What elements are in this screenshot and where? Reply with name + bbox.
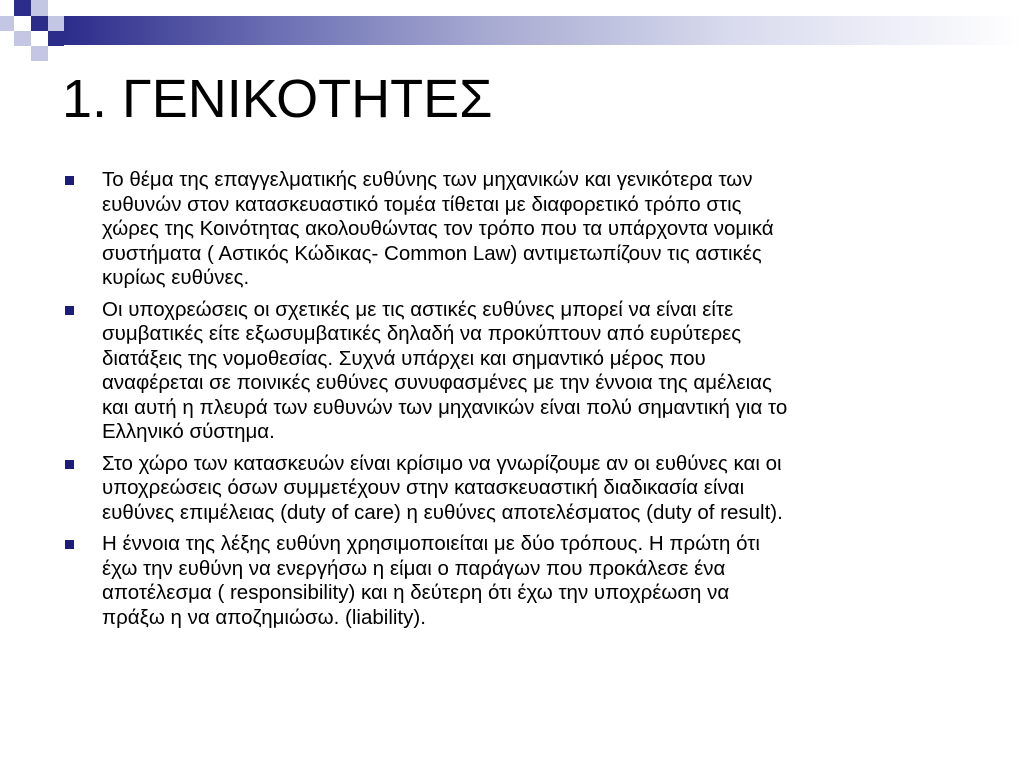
decorative-square — [0, 16, 14, 31]
decorative-square — [14, 0, 31, 16]
decorative-square — [14, 31, 31, 46]
header-gradient-bar — [64, 16, 1024, 45]
bullet-line: και αυτή η πλευρά των ευθυνών των μηχανικών είναι πολύ σημαντική για το — [102, 395, 788, 419]
bullet-line: Η έννοια της λέξης ευθύνη χρησιμοποιείται με δύο τρόπους. Η πρώτη ότι — [102, 532, 760, 555]
decorative-square — [48, 31, 64, 46]
square-bullet-icon — [65, 306, 74, 315]
bullet-item — [62, 168, 972, 291]
bullet-line: υποχρεώσεις όσων συμμετέχουν στην κατασκευαστική διαδικασία είναι — [102, 476, 745, 499]
bullet-list — [62, 168, 972, 637]
bullet-line: ευθύνες επιμέλειας (duty of care) η ευθύνες αποτελέσματος (duty of result). — [102, 500, 783, 524]
slide-title: 1. ΓΕΝΙΚΟΤΗΤΕΣ — [62, 69, 493, 129]
bullet-line: έχω την ευθύνη να ενεργήσω η είμαι ο παράγων που προκάλεσε ένα — [102, 556, 726, 580]
bullet-line: Το θέμα της επαγγελματικής ευθύνης των μηχανικών και γενικότερα των — [102, 168, 753, 191]
bullet-line: κυρίως ευθύνες. — [102, 266, 250, 289]
decorative-square — [31, 16, 48, 31]
bullet-line: συστήματα ( Αστικός Κώδικας- Common Law) αντιμετωπίζουν τις αστικές — [102, 241, 762, 265]
bullet-line: ευθυνών στον κατασκευαστικό τομέα τίθεται με διαφορετικό τρόπο στις — [102, 192, 742, 216]
decorative-square — [48, 16, 64, 31]
square-bullet-icon — [65, 460, 74, 469]
decorative-square — [14, 16, 31, 31]
bullet-line: Ελληνικό σύστημα. — [102, 420, 275, 443]
bullet-line: Στο χώρο των κατασκευών είναι κρίσιμο να γνωρίζουμε αν οι ευθύνες και οι — [102, 451, 782, 475]
bullet-line: συμβατικές είτε εξωσυμβατικές δηλαδή να προκύπτουν από ευρύτερες — [102, 322, 742, 345]
decorative-square — [31, 0, 48, 16]
bullet-item — [62, 298, 972, 445]
square-bullet-icon — [65, 176, 74, 185]
bullet-item — [62, 452, 972, 526]
bullet-line: χώρες της Κοινότητας ακολουθώντας τον τρόπο που τα υπάρχοντα νομικά — [102, 217, 774, 240]
decorative-square — [31, 46, 48, 61]
bullet-line: Οι υποχρεώσεις οι σχετικές με τις αστικές ευθύνες μπορεί να είναι είτε — [102, 297, 734, 321]
bullet-item — [62, 532, 972, 630]
bullet-line: αποτέλεσμα ( responsibility) και η δεύτερη ότι έχω την υποχρέωση να — [102, 581, 730, 604]
square-bullet-icon — [65, 540, 74, 549]
bullet-line: πράξω η να αποζημιώσω. (liability). — [102, 605, 426, 629]
bullet-line: διατάξεις της νομοθεσίας. Συχνά υπάρχει και σημαντικό μέρος που — [102, 346, 706, 370]
bullet-line: αναφέρεται σε ποινικές ευθύνες συνυφασμένες με την έννοια της αμέλειας — [102, 371, 772, 394]
